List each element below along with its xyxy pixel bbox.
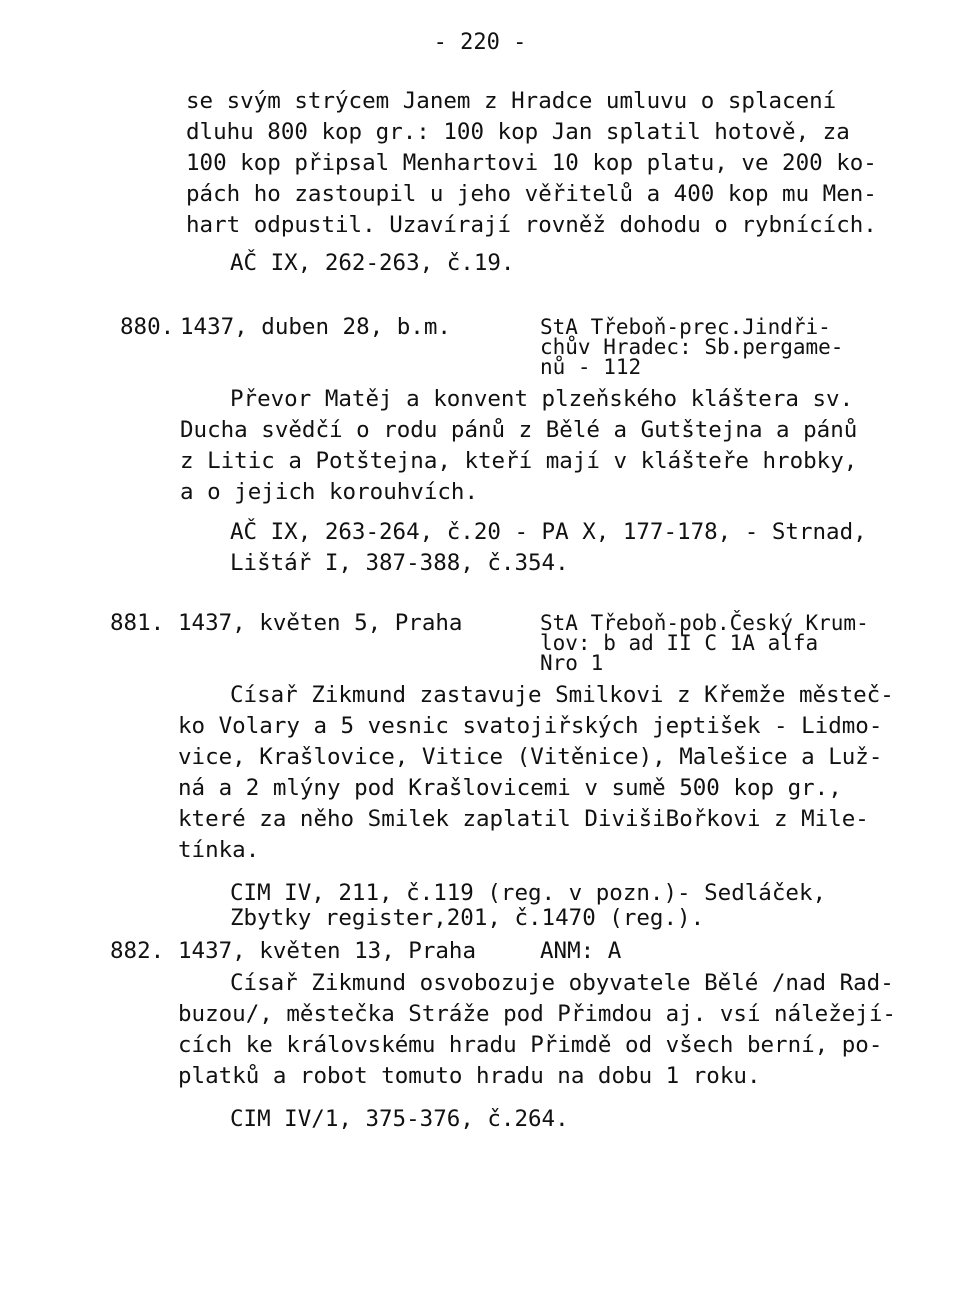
text-line: z Litic a Potštejna, kteří mají v klášteře hrobky, [180, 448, 858, 474]
text-line: dluhu 800 kop gr.: 100 kop Jan splatil hotově, za [186, 119, 850, 145]
text-line: platků a robot tomuto hradu na dobu 1 roku. [178, 1063, 761, 1089]
text-line: se svým strýcem Janem z Hradce umluvu o splacení [186, 88, 837, 114]
entry-date: 1437, květen 5, Praha [178, 610, 463, 636]
text-line: pách ho zastoupil u jeho věřitelů a 400 kop mu Men- [186, 181, 877, 207]
archive-source: StA Třeboň-prec.Jindři- [540, 315, 831, 339]
archive-source: ANM: A [540, 938, 622, 964]
entry-date: 1437, květen 13, Praha [178, 938, 477, 964]
text-line: a o jejich korouhvích. [180, 479, 479, 505]
text-line: cích ke královskému hradu Přimdě od všech berní, po- [178, 1032, 883, 1058]
text-line: hart odpustil. Uzavírají rovněž dohodu o rybnících. [186, 212, 877, 238]
text-line: 100 kop připsal Menhartovi 10 kop platu, ve 200 ko- [186, 150, 877, 176]
text-line: které za něho Smilek zaplatil DivišiBořkovi z Mile- [178, 806, 869, 832]
text-line: vice, Krašlovice, Vitice (Vitěnice), Malešice a Luž- [178, 744, 883, 770]
archive-source: chův Hradec: Sb.pergame- [540, 335, 844, 359]
entry-number: 882. [110, 938, 165, 964]
citation: Zbytky register,201, č.1470 (reg.). [230, 905, 705, 931]
text-line: Převor Matěj a konvent plzeňského kláštera sv. [230, 386, 854, 412]
text-line: ná a 2 mlýny pod Krašlovicemi v sumě 500 kop gr., [178, 775, 842, 801]
citation: AČ IX, 262-263, č.19. [230, 250, 515, 276]
page-number: - 220 - [433, 30, 527, 55]
archive-source: lov: b ad II C 1A alfa [540, 631, 819, 655]
citation: CIM IV, 211, č.119 (reg. v pozn.)- Sedláček, [230, 880, 827, 906]
text-line: Císař Zikmund osvobozuje obyvatele Bělé /nad Rad- [230, 970, 894, 996]
entry-number: 881. [110, 610, 165, 636]
archive-source: nů - 112 [540, 355, 642, 379]
text-line: tínka. [178, 837, 260, 863]
archive-source: StA Třeboň-pob.Český Krum- [540, 611, 869, 635]
entry-number: 880. [120, 314, 175, 340]
citation: Lištář I, 387-388, č.354. [230, 550, 569, 576]
text-line: ko Volary a 5 vesnic svatojiřských jeptišek - Lidmo- [178, 713, 883, 739]
entry-date: 1437, duben 28, b.m. [180, 314, 451, 340]
archive-source: Nro 1 [540, 651, 604, 675]
text-line: Ducha svědčí o rodu pánů z Bělé a Gutštejna a pánů [180, 417, 858, 443]
citation: CIM IV/1, 375-376, č.264. [230, 1106, 569, 1132]
citation: AČ IX, 263-264, č.20 - PA X, 177-178, - Strnad, [230, 519, 867, 545]
text-line: Císař Zikmund zastavuje Smilkovi z Křemže městeč- [230, 682, 894, 708]
text-line: buzou/, městečka Stráže pod Přimdou aj. vsí náležejí- [178, 1001, 896, 1027]
